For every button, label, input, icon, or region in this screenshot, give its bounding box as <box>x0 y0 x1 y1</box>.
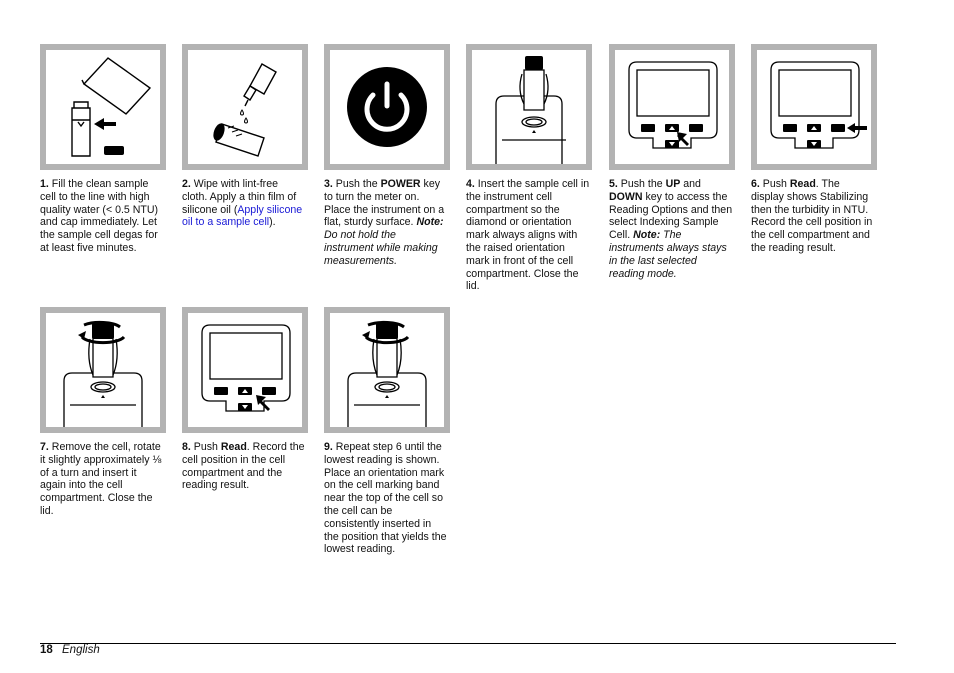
keypad-read-press-icon <box>188 313 302 427</box>
step-description: Repeat step 6 until the lowest reading is shown. Place an orientation mark on the cell marking band near the top of the cell so the cell can be consistently inserted in the position that yields the lowest reading. <box>324 441 447 556</box>
note-label: Note: <box>416 216 444 229</box>
note-text: Do not hold the instrument while making measurements. <box>324 229 438 267</box>
page-footer <box>40 644 100 656</box>
step-number: 8. <box>182 441 191 453</box>
step-description: Push <box>193 441 221 453</box>
step-7-text <box>40 441 164 518</box>
step-number: 3. <box>324 178 333 190</box>
up-key-label: UP <box>665 178 681 190</box>
footer-divider <box>40 643 896 644</box>
step-description-end: key to turn the meter on. Place the instrument on a flat, sturdy surface. <box>324 178 445 229</box>
step-number: 1. <box>40 178 49 190</box>
step-description: Remove the cell, rotate it slightly approximately ⅛ of a turn and insert it again into the cell compartment. Close the lid. <box>40 441 162 517</box>
step-1-illustration <box>40 44 166 170</box>
step-description-mid: and <box>680 178 701 190</box>
step-number: 7. <box>40 441 49 453</box>
step-description-end: ). <box>269 216 276 229</box>
step-description: Push the <box>620 178 666 190</box>
note-label: Note: <box>633 229 661 242</box>
step-3-illustration <box>324 44 450 170</box>
step-description-end: . Record the cell position in the cell compartment and the reading result. <box>182 441 305 492</box>
step-3-text <box>324 178 448 268</box>
footer-language: English <box>62 644 100 656</box>
step-description: Insert the sample cell in the instrument cell compartment so the diamond or orientation mark always aligns with the raised orientation mark in front of the cell compartment. Close the lid. <box>466 178 590 293</box>
step-description: Fill the clean sample cell to the line with high quality water (< 0.5 NTU) and cap immediately. Let the sample cell degas for at least five minutes. <box>40 178 159 254</box>
step-description: Push the <box>335 178 381 190</box>
silicone-oil-link[interactable]: Apply silicone oil to a sample cell <box>182 203 303 229</box>
step-4-illustration <box>466 44 592 170</box>
rotate-cell-icon <box>46 313 160 427</box>
step-6-text <box>751 178 875 255</box>
step-2-text <box>182 178 306 229</box>
step-8-illustration <box>182 307 308 433</box>
step-9-text <box>324 441 448 556</box>
step-5-text <box>609 178 733 280</box>
step-description: Push <box>762 178 790 190</box>
keypad-up-down-icon <box>615 50 729 164</box>
step-number: 4. <box>466 178 475 190</box>
page-number: 18 <box>40 644 53 656</box>
step-2-illustration <box>182 44 308 170</box>
step-1-text <box>40 178 164 255</box>
step-description-end: . The display shows Stabilizing then the turbidity in NTU. Record the cell position in the cell compartment and the reading result. <box>751 178 873 254</box>
step-4-text <box>466 178 590 293</box>
read-key-label: Read <box>789 178 816 190</box>
oil-bottle-icon <box>188 50 302 164</box>
note-text: The instruments always stays in the last selected reading mode. <box>609 229 727 280</box>
down-key-label: DOWN <box>609 190 643 203</box>
step-7-illustration <box>40 307 166 433</box>
pour-water-icon <box>46 50 160 164</box>
read-key-label: Read <box>220 441 247 453</box>
power-key-label: POWER <box>380 178 421 190</box>
step-9-illustration <box>324 307 450 433</box>
step-6-illustration <box>751 44 877 170</box>
step-number: 6. <box>751 178 760 190</box>
step-8-text <box>182 441 306 492</box>
power-icon <box>330 50 444 164</box>
step-number: 5. <box>609 178 618 190</box>
insert-cell-icon <box>472 50 586 164</box>
step-5-illustration <box>609 44 735 170</box>
step-description-end: key to access the Reading Options and then select Indexing Sample Cell. <box>609 190 733 242</box>
step-number: 2. <box>182 178 191 190</box>
keypad-read-icon <box>757 50 871 164</box>
step-description: Wipe with lint-free cloth. Apply a thin film of silicone oil ( <box>182 178 297 216</box>
rotate-cell-icon <box>330 313 444 427</box>
step-number: 9. <box>324 441 333 453</box>
